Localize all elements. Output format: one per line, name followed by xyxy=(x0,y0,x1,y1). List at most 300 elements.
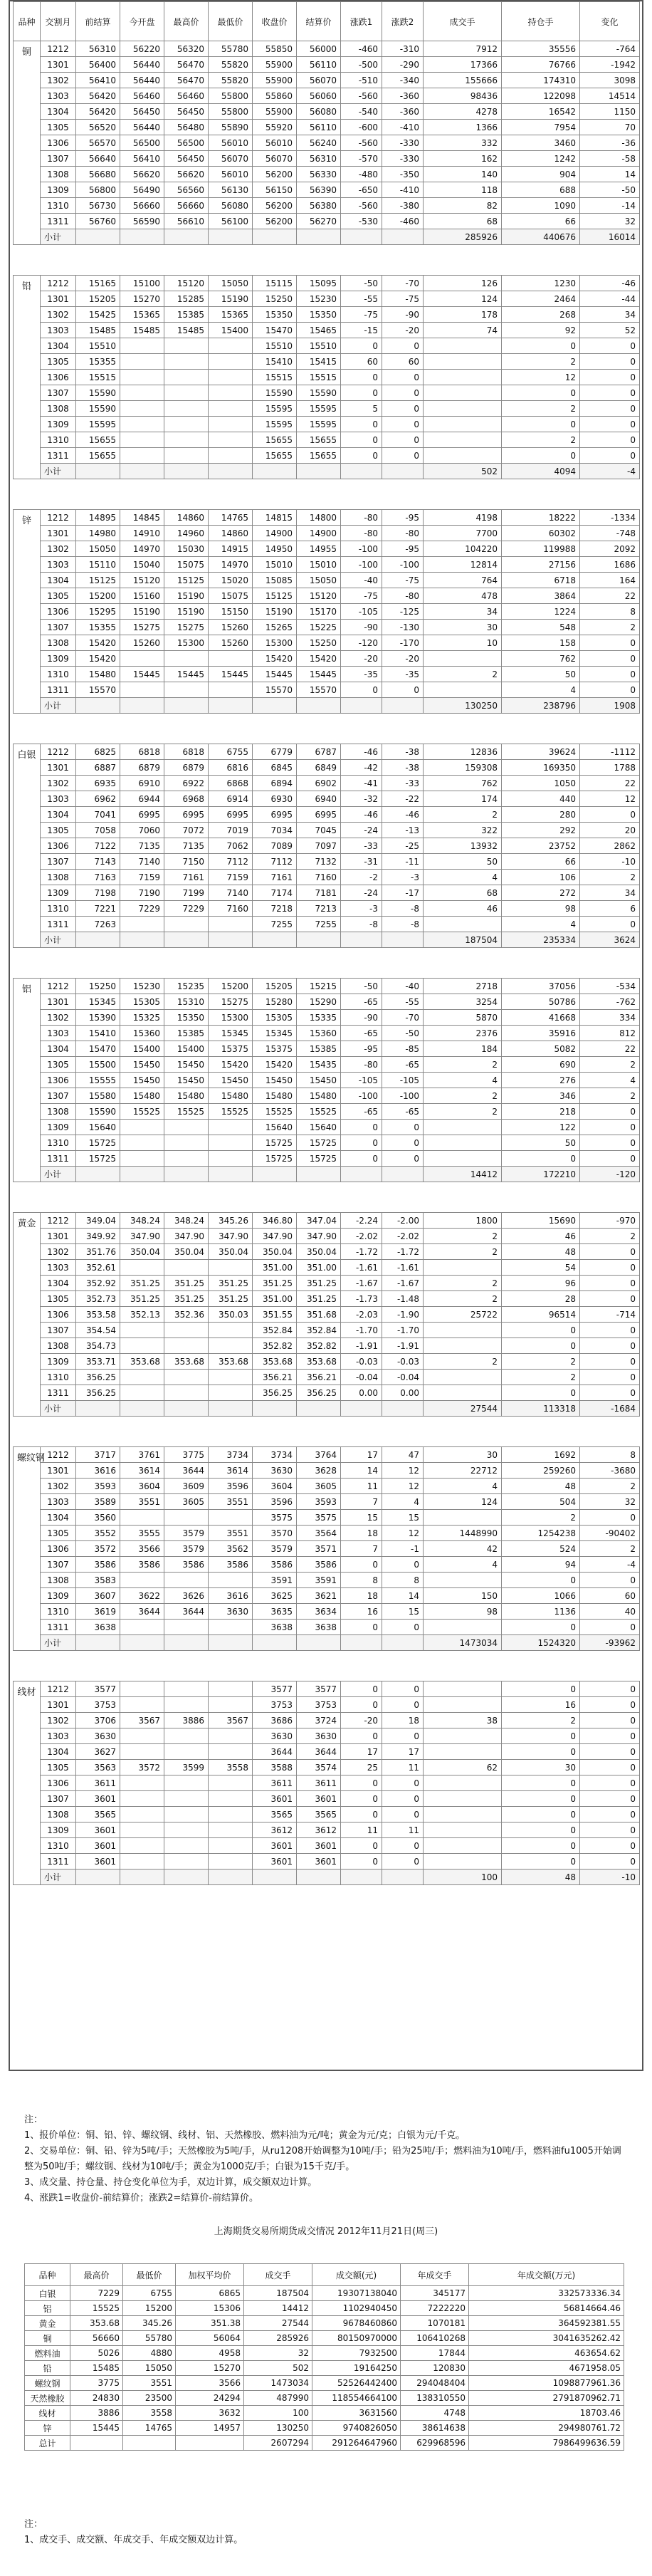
contract-month-cell: 1302 xyxy=(41,307,76,323)
table-cell: 3591 xyxy=(253,1573,297,1588)
table-cell: 56440 xyxy=(120,57,164,73)
table-row xyxy=(14,1447,640,1463)
table-cell: 6787 xyxy=(297,744,341,760)
table-cell: 0 xyxy=(382,1807,424,1823)
table-cell: 1692 xyxy=(502,1447,580,1463)
table-row xyxy=(14,1213,640,1229)
table-cell: 17366 xyxy=(424,57,502,73)
group-spacer xyxy=(14,1651,640,1681)
table-cell: -33 xyxy=(341,838,382,854)
table-cell: 0 xyxy=(341,1854,382,1870)
table-cell: 15595 xyxy=(297,401,341,417)
table-cell: 18 xyxy=(341,1588,382,1604)
subtotal-cell: -4 xyxy=(580,464,640,479)
table-cell: 7045 xyxy=(297,823,341,838)
table-cell: 104220 xyxy=(424,541,502,557)
table-cell xyxy=(424,401,502,417)
table-cell xyxy=(382,1167,424,1182)
table-cell xyxy=(424,432,502,448)
table-cell: 0 xyxy=(580,1151,640,1167)
table-cell: 15450 xyxy=(164,1057,209,1073)
table-cell: 74 xyxy=(424,323,502,338)
table-cell xyxy=(120,1681,164,1697)
table-cell: -540 xyxy=(341,104,382,120)
table-row xyxy=(14,151,640,167)
table-row xyxy=(14,635,640,651)
group-spacer xyxy=(14,1417,640,1447)
summary-cell: 294048404 xyxy=(401,2376,469,2391)
contract-month-cell: 1303 xyxy=(41,323,76,338)
table-cell: 350.03 xyxy=(209,1307,253,1323)
summary-product-cell: 线材 xyxy=(25,2406,70,2421)
table-cell: 60302 xyxy=(502,526,580,541)
table-cell: 15280 xyxy=(253,994,297,1010)
contract-month-cell: 1309 xyxy=(41,1120,76,1135)
table-cell xyxy=(209,1728,253,1744)
table-cell: 20 xyxy=(580,823,640,838)
table-cell xyxy=(209,1744,253,1760)
table-cell: 0 xyxy=(382,417,424,432)
table-cell xyxy=(209,1260,253,1276)
table-cell: 15040 xyxy=(120,557,164,573)
table-cell: 15305 xyxy=(253,1010,297,1026)
table-cell xyxy=(382,932,424,948)
table-cell xyxy=(120,1385,164,1401)
table-cell: -20 xyxy=(341,651,382,667)
table-cell xyxy=(209,432,253,448)
table-cell xyxy=(209,682,253,698)
table-row xyxy=(14,1744,640,1760)
footer-line: 1、成交手、成交额、年成交手、年成交额双边计算。 xyxy=(24,2535,243,2545)
subtotal-cell: -10 xyxy=(580,1870,640,1885)
table-cell xyxy=(209,1401,253,1417)
table-cell xyxy=(424,1510,502,1526)
table-cell: 3616 xyxy=(209,1588,253,1604)
table-cell xyxy=(120,417,164,432)
table-cell: 15050 xyxy=(209,276,253,291)
table-cell: 0 xyxy=(382,1838,424,1854)
table-cell: 15640 xyxy=(297,1120,341,1135)
table-cell: -330 xyxy=(382,135,424,151)
table-row xyxy=(14,167,640,182)
table-cell: 3630 xyxy=(209,1604,253,1620)
table-cell: -65 xyxy=(341,1026,382,1041)
table-cell: 3864 xyxy=(502,588,580,604)
table-cell: 15450 xyxy=(120,1073,164,1088)
note-line: 4、涨跌1=收盘价-前结算价；涨跌2=结算价-前结算价。 xyxy=(24,2193,258,2204)
table-cell: -1.90 xyxy=(382,1307,424,1323)
table-cell: 56560 xyxy=(164,182,209,198)
table-cell: 56080 xyxy=(209,198,253,214)
table-cell: 762 xyxy=(424,776,502,791)
table-cell: 30 xyxy=(502,1760,580,1775)
table-cell: 18 xyxy=(382,1713,424,1728)
contract-month-cell: 1302 xyxy=(41,1713,76,1728)
table-cell: 4 xyxy=(424,1479,502,1494)
summary-cell: 345177 xyxy=(401,2286,469,2301)
table-cell: 15590 xyxy=(253,385,297,401)
table-cell: 56460 xyxy=(164,88,209,104)
table-cell xyxy=(164,932,209,948)
table-cell: -1.67 xyxy=(382,1276,424,1291)
table-cell: 0 xyxy=(382,1135,424,1151)
table-cell: 15445 xyxy=(253,667,297,682)
summary-cell: 15050 xyxy=(123,2361,176,2376)
table-cell: 6868 xyxy=(209,776,253,791)
contract-month-cell: 1311 xyxy=(41,1385,76,1401)
table-cell: 15450 xyxy=(120,1057,164,1073)
table-cell: 7112 xyxy=(253,854,297,870)
table-cell: 690 xyxy=(502,1057,580,1073)
table-cell: 352.82 xyxy=(253,1338,297,1354)
table-cell: 0 xyxy=(341,448,382,464)
table-cell: 0 xyxy=(502,1744,580,1760)
table-cell: 17 xyxy=(382,1744,424,1760)
table-cell: 272 xyxy=(502,885,580,901)
table-cell xyxy=(120,1338,164,1354)
table-cell: -100 xyxy=(341,557,382,573)
table-cell: -50 xyxy=(341,276,382,291)
table-cell: 7229 xyxy=(164,901,209,917)
table-row xyxy=(14,1026,640,1041)
table-cell: 6914 xyxy=(209,791,253,807)
table-cell: 14800 xyxy=(297,510,341,526)
table-cell: 56660 xyxy=(164,198,209,214)
table-cell: 25722 xyxy=(424,1307,502,1323)
table-cell: 15010 xyxy=(253,557,297,573)
table-cell: 118 xyxy=(424,182,502,198)
table-cell: 2 xyxy=(502,1354,580,1370)
contract-month-cell: 1311 xyxy=(41,1151,76,1167)
table-cell: 15345 xyxy=(76,994,120,1010)
table-cell: 55850 xyxy=(253,41,297,57)
table-cell: 15515 xyxy=(253,370,297,385)
contract-month-cell: 1303 xyxy=(41,1728,76,1744)
table-cell: 15250 xyxy=(76,979,120,994)
subtotal-cell: -1684 xyxy=(580,1401,640,1417)
table-row xyxy=(14,1260,640,1276)
table-row xyxy=(14,57,640,73)
table-cell xyxy=(209,401,253,417)
table-cell: 7229 xyxy=(120,901,164,917)
contract-month-cell: 1212 xyxy=(41,41,76,57)
table-cell xyxy=(253,229,297,245)
table-cell: -530 xyxy=(341,214,382,229)
summary-cell: 23500 xyxy=(123,2391,176,2406)
table-cell: 6968 xyxy=(164,791,209,807)
subtotal-label: 小计 xyxy=(41,464,76,479)
table-cell: 0 xyxy=(341,1838,382,1854)
table-cell xyxy=(120,1838,164,1854)
table-cell: 169350 xyxy=(502,760,580,776)
table-cell: 12 xyxy=(382,1479,424,1494)
table-cell xyxy=(424,1573,502,1588)
table-cell: 56470 xyxy=(164,73,209,88)
table-cell: 812 xyxy=(580,1026,640,1041)
table-cell: 15125 xyxy=(164,573,209,588)
summary-cell: 7986499636.59 xyxy=(469,2436,624,2451)
table-cell: 353.58 xyxy=(76,1307,120,1323)
table-cell: -10 xyxy=(580,854,640,870)
table-cell: 16 xyxy=(341,1604,382,1620)
table-cell: 15400 xyxy=(209,323,253,338)
table-cell: -460 xyxy=(382,214,424,229)
table-cell: 280 xyxy=(502,807,580,823)
table-cell: 15450 xyxy=(164,1073,209,1088)
table-cell xyxy=(164,1510,209,1526)
table-cell xyxy=(120,651,164,667)
table-cell: 15525 xyxy=(209,1104,253,1120)
contract-month-cell: 1303 xyxy=(41,88,76,104)
table-cell: 15110 xyxy=(76,557,120,573)
table-cell: 0 xyxy=(580,401,640,417)
table-cell xyxy=(341,1870,382,1885)
table-cell: -970 xyxy=(580,1213,640,1229)
table-cell: 0 xyxy=(580,370,640,385)
summary-cell: 4880 xyxy=(123,2346,176,2361)
table-cell: 7034 xyxy=(253,823,297,838)
table-cell: 0.00 xyxy=(382,1385,424,1401)
table-cell: 347.90 xyxy=(209,1229,253,1244)
table-row xyxy=(14,604,640,620)
table-cell: 7181 xyxy=(297,885,341,901)
table-cell: 15480 xyxy=(164,1088,209,1104)
table-row xyxy=(14,1010,640,1026)
table-cell: 0 xyxy=(341,1791,382,1807)
summary-cell: 56660 xyxy=(70,2331,123,2346)
table-cell: 56400 xyxy=(76,57,120,73)
table-cell: 351.25 xyxy=(253,1276,297,1291)
table-cell: 3596 xyxy=(253,1494,297,1510)
table-row xyxy=(14,651,640,667)
table-row xyxy=(14,994,640,1010)
table-cell: 106 xyxy=(502,870,580,885)
contract-month-cell: 1301 xyxy=(41,1229,76,1244)
table-cell: 56730 xyxy=(76,198,120,214)
contract-month-cell: 1303 xyxy=(41,1260,76,1276)
table-cell: 15420 xyxy=(297,651,341,667)
table-cell: 3586 xyxy=(297,1557,341,1573)
table-cell: -310 xyxy=(382,41,424,57)
table-cell: 32 xyxy=(580,214,640,229)
subtotal-label: 小计 xyxy=(41,1635,76,1651)
table-cell: 6995 xyxy=(164,807,209,823)
group-spacer xyxy=(14,714,640,744)
table-cell xyxy=(424,1807,502,1823)
table-cell: 0 xyxy=(341,1120,382,1135)
table-cell: 0.00 xyxy=(341,1385,382,1401)
summary-cell: 364592381.55 xyxy=(469,2316,624,2331)
contract-month-cell: 1308 xyxy=(41,401,76,417)
table-cell: 1448990 xyxy=(424,1526,502,1541)
table-cell: 352.82 xyxy=(297,1338,341,1354)
table-cell: 15420 xyxy=(76,651,120,667)
table-cell: -80 xyxy=(341,1057,382,1073)
table-cell xyxy=(164,1807,209,1823)
table-row xyxy=(14,1135,640,1151)
table-cell: 56500 xyxy=(164,135,209,151)
table-row xyxy=(14,870,640,885)
table-row xyxy=(14,1307,640,1323)
table-cell: 12 xyxy=(502,370,580,385)
contract-month-cell: 1301 xyxy=(41,526,76,541)
table-cell: -95 xyxy=(341,1041,382,1057)
table-cell: 15420 xyxy=(209,1057,253,1073)
table-cell: 15230 xyxy=(297,291,341,307)
table-cell: 15580 xyxy=(76,1088,120,1104)
table-cell xyxy=(424,1728,502,1744)
table-cell: 15595 xyxy=(253,417,297,432)
table-cell: 3560 xyxy=(76,1510,120,1526)
table-cell: 22 xyxy=(580,588,640,604)
table-cell xyxy=(209,1681,253,1697)
table-cell: 15425 xyxy=(76,307,120,323)
table-cell: 15450 xyxy=(253,1073,297,1088)
table-cell: 1224 xyxy=(502,604,580,620)
table-cell xyxy=(164,1401,209,1417)
table-cell: 348.24 xyxy=(120,1213,164,1229)
table-cell: 1090 xyxy=(502,198,580,214)
table-cell xyxy=(209,1135,253,1151)
table-cell xyxy=(209,698,253,714)
table-cell xyxy=(209,917,253,932)
table-cell: 15355 xyxy=(76,354,120,370)
table-cell: 56100 xyxy=(209,214,253,229)
table-cell: 56390 xyxy=(297,182,341,198)
table-cell: 15655 xyxy=(297,448,341,464)
table-cell: 3630 xyxy=(297,1728,341,1744)
summary-cell: 351.38 xyxy=(176,2316,244,2331)
summary-cell xyxy=(70,2436,123,2451)
table-cell: 56450 xyxy=(120,104,164,120)
contract-month-cell: 1309 xyxy=(41,1823,76,1838)
contract-month-cell: 1212 xyxy=(41,979,76,994)
table-cell: 0 xyxy=(580,1370,640,1385)
table-cell: 3575 xyxy=(297,1510,341,1526)
table-row xyxy=(14,354,640,370)
table-cell: 55820 xyxy=(209,57,253,73)
subtotal-cell: 440676 xyxy=(502,229,580,245)
table-cell: 158 xyxy=(502,635,580,651)
table-cell: 3604 xyxy=(253,1479,297,1494)
table-cell: 15500 xyxy=(76,1057,120,1073)
table-row xyxy=(14,760,640,776)
table-cell: 14970 xyxy=(209,557,253,573)
table-cell: 55800 xyxy=(209,104,253,120)
table-cell: 2376 xyxy=(424,1026,502,1041)
table-cell: -35 xyxy=(382,667,424,682)
table-cell: 126 xyxy=(424,276,502,291)
table-cell: 15100 xyxy=(120,276,164,291)
contract-month-cell: 1304 xyxy=(41,1041,76,1057)
summary-cell: 118554664100 xyxy=(312,2391,401,2406)
contract-month-cell: 1307 xyxy=(41,1088,76,1104)
table-cell: 0 xyxy=(382,401,424,417)
table-cell: 56660 xyxy=(120,198,164,214)
summary-cell: 345.26 xyxy=(123,2316,176,2331)
summary-cell: 19164250 xyxy=(312,2361,401,2376)
table-cell: 3634 xyxy=(297,1604,341,1620)
table-cell: 56010 xyxy=(253,135,297,151)
table-cell: 7 xyxy=(341,1494,382,1510)
table-cell: -350 xyxy=(382,167,424,182)
table-cell: 56200 xyxy=(253,214,297,229)
table-cell: 3599 xyxy=(164,1760,209,1775)
contract-month-cell: 1307 xyxy=(41,1791,76,1807)
summary-cell: 14765 xyxy=(123,2421,176,2436)
table-cell: 14960 xyxy=(164,526,209,541)
table-cell: 350.04 xyxy=(120,1244,164,1260)
table-cell: 7132 xyxy=(297,854,341,870)
table-row xyxy=(14,198,640,214)
table-cell: 15375 xyxy=(209,1041,253,1057)
table-cell: 1686 xyxy=(580,557,640,573)
table-cell: 347.90 xyxy=(120,1229,164,1244)
summary-header-cell: 年成交手 xyxy=(401,2264,469,2286)
table-cell: 56060 xyxy=(297,88,341,104)
table-row xyxy=(14,291,640,307)
table-cell: 0 xyxy=(580,1338,640,1354)
table-cell: 10 xyxy=(424,635,502,651)
table-cell: 56490 xyxy=(120,182,164,198)
table-cell xyxy=(209,1323,253,1338)
table-cell: 0 xyxy=(502,1338,580,1354)
table-cell: 15590 xyxy=(76,401,120,417)
table-cell: 15555 xyxy=(76,1073,120,1088)
table-cell: 15285 xyxy=(164,291,209,307)
summary-cell: 3632 xyxy=(176,2406,244,2421)
table-cell: 349.04 xyxy=(76,1213,120,1229)
table-cell: -58 xyxy=(580,151,640,167)
subtotal-label: 小计 xyxy=(41,1401,76,1417)
table-cell: 3621 xyxy=(297,1588,341,1604)
table-cell xyxy=(341,932,382,948)
table-cell: 3577 xyxy=(253,1681,297,1697)
table-cell: 3593 xyxy=(76,1479,120,1494)
table-cell: 56460 xyxy=(120,88,164,104)
table-cell: 15305 xyxy=(120,994,164,1010)
table-cell: 2 xyxy=(580,1479,640,1494)
table-cell: 3601 xyxy=(76,1838,120,1854)
table-cell: 15050 xyxy=(297,573,341,588)
table-cell xyxy=(164,1635,209,1651)
table-cell: 2 xyxy=(424,667,502,682)
table-cell: 15725 xyxy=(253,1151,297,1167)
table-cell: -2.02 xyxy=(382,1229,424,1244)
table-cell xyxy=(424,385,502,401)
table-cell xyxy=(120,1744,164,1760)
table-cell: 56080 xyxy=(297,104,341,120)
table-cell xyxy=(209,1807,253,1823)
contract-month-cell: 1302 xyxy=(41,541,76,557)
table-row xyxy=(14,1244,640,1260)
table-row xyxy=(14,823,640,838)
table-cell: 0 xyxy=(341,682,382,698)
table-cell: 3588 xyxy=(253,1760,297,1775)
summary-cell: 7229 xyxy=(70,2286,123,2301)
table-cell: 94 xyxy=(502,1557,580,1573)
table-row xyxy=(14,1494,640,1510)
table-cell: 15075 xyxy=(209,588,253,604)
futures-daily-table xyxy=(13,1,640,1885)
table-cell: -290 xyxy=(382,57,424,73)
table-cell: 14845 xyxy=(120,510,164,526)
summary-cell: 24294 xyxy=(176,2391,244,2406)
table-cell: 15655 xyxy=(76,448,120,464)
table-cell: 0 xyxy=(580,1854,640,1870)
table-cell xyxy=(120,1697,164,1713)
table-cell: 353.68 xyxy=(297,1354,341,1370)
